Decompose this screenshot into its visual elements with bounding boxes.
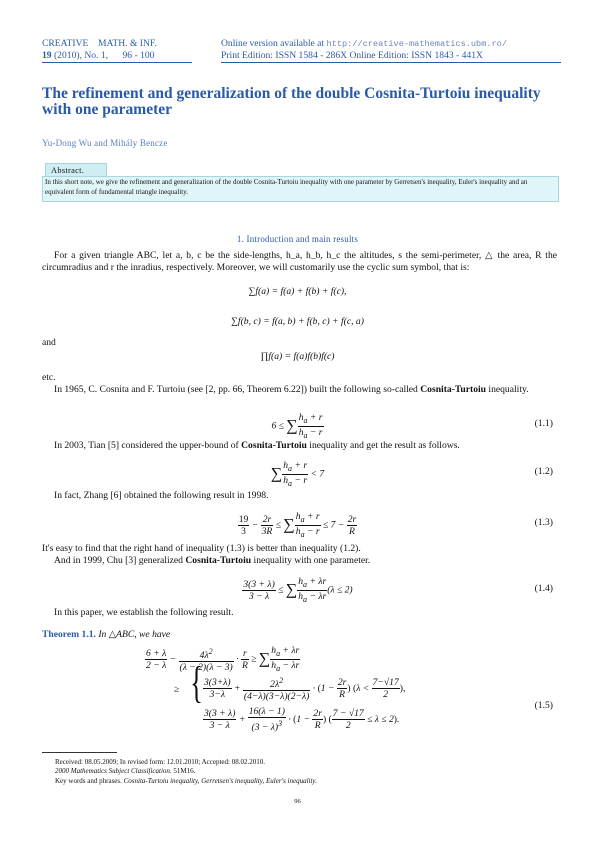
footnote-msc: 2000 Mathematics Subject Classification. 51M16. [55, 767, 196, 776]
paragraph-chu: And in 1999, Chu [3] generalized Cosnita-Turtoiu inequality with one parameter. [54, 555, 371, 566]
text-etc: etc. [42, 372, 56, 383]
theorem-label: Theorem 1.1. [42, 629, 96, 640]
footnotes [55, 758, 317, 786]
text-and: and [42, 337, 56, 348]
equation-1-5-ge: ≥ [174, 684, 180, 695]
paragraph-comparison: It's easy to find that the right hand of inequality (1.3) is better than inequality (1.2). [42, 543, 361, 554]
edition-header [221, 38, 561, 63]
equation-1-5-case1: $\frac{3(3+\lambda)}{3-\lambda}$ + $\frac{2\lambda^2}{(4-\lambda)(3-\lambda)(2-\lambda)}$ · (1 − $\frac{2r}{R}$ ) (λ < $\frac{7-√17}{2}$ ), [204, 676, 406, 703]
footnote-divider [42, 752, 117, 753]
print-edition: Print Edition: ISSN 1584 - 286X Online Edition: ISSN 1843 - 441X [221, 50, 561, 63]
paragraph-cosnita: In 1965, C. Cosnita and F. Turtoiu (see [2, pp. 66, Theorem 6.22]) built the following so-called Cosnita-Turtoiu inequality. [54, 384, 529, 395]
section-heading: 1. Introduction and main results [236, 234, 359, 244]
equation-1-2: ∑ $\frac{h_a + r}{h_a - r}$ < 7 [270, 460, 325, 488]
paragraph-intro: For a given triangle ABC, let a, b, c be the side-lengths, h_a, h_b, h_c the altitudes, s the semi-perimeter, △ the area, R the circumradius and r the inradius, respectively. Moreover, we will customarily use the cyclic sum symbol, that is: [42, 250, 557, 274]
paper-authors: Yu-Dong Wu and Mihály Bencze [42, 138, 168, 148]
paragraph-tian: In 2003, Tian [5] considered the upper-bound of Cosnita-Turtoiu inequality and get the result as follows. [54, 440, 460, 451]
journal-name: CREATIVE MATH. & INF. [42, 38, 157, 49]
page-number: 96 [294, 798, 301, 805]
equation-number-1-1: (1.1) [534, 418, 553, 429]
equation-1-3: $\frac{19}{3}$ − $\frac{2r}{3R}$ ≤ ∑ $\frac{h_a + r}{h_a - r}$ ≤ 7 − $\frac{2r}{R}$ [238, 511, 357, 539]
equation-product-definition: ∏f(a) = f(a)f(b)f(c) [260, 351, 335, 362]
equation-1-5-brace: { [190, 658, 203, 707]
equation-sum-definition: ∑f(a) = f(a) + f(b) + f(c), [248, 286, 347, 297]
equation-number-1-5: (1.5) [534, 700, 553, 711]
theorem-statement: Theorem 1.1. In △ABC, we have [42, 629, 171, 640]
equation-number-1-4: (1.4) [534, 583, 553, 594]
equation-1-5-line1: $\frac{6 + \lambda}{2 - \lambda}$ − $\frac{4\lambda^2}{(\lambda - 2)(\lambda - 3)}$ · $\frac{r}{R}$ ≥ ∑ $\frac{h_a + \lambda r}{h_a - \lambda r}$ [146, 645, 300, 673]
paragraph-result: In this paper, we establish the following result. [54, 607, 234, 618]
paragraph-zhang: In fact, Zhang [6] obtained the following result in 1998. [54, 490, 269, 501]
abstract-text: In this short note, we give the refinement and generalization of the double Cosnita-Turtoiu inequality with one parameter by Gerretsen's inequality, Euler's inequality and an equivalent form of fundamental triangle inequality. [45, 178, 528, 196]
paper-title: The refinement and generalization of the double Cosnita-Turtoiu inequality with one parameter [42, 85, 541, 118]
equation-number-1-2: (1.2) [534, 466, 553, 477]
journal-issue: 19 (2010), No. 1, 96 - 100 [42, 50, 192, 63]
equation-number-1-3: (1.3) [534, 517, 553, 528]
equation-sum2-definition: ∑f(b, c) = f(a, b) + f(b, c) + f(c, a) [231, 316, 364, 327]
abstract-label: Abstract. [45, 163, 107, 177]
journal-header [42, 38, 192, 63]
footnote-keywords: Key words and phrases. Cosnita-Turtoiu inequality, Gerretsen's inequality, Euler's inequality. [55, 776, 317, 785]
equation-1-4: $\frac{3(3 + \lambda)}{3 - \lambda}$ ≤ ∑ $\frac{h_a + \lambda r}{h_a - \lambda r}$ (λ ≤ 2) [243, 576, 353, 604]
journal-url-link[interactable]: http://creative-mathematics.ubm.ro/ [326, 39, 507, 49]
online-version: Online version available at http://creative-mathematics.ubm.ro/ [221, 38, 507, 49]
equation-1-5-case2: $\frac{3(3 + \lambda)}{3 - \lambda}$ + $\frac{16(\lambda - 1)}{(3 - \lambda)^3}$ · (1 − $\frac{2r}{R}$ ) ( $\frac{7 - √17}{2}$ ≤ λ ≤ 2). [204, 706, 400, 734]
footnote-received: Received: 08.05.2009; In revised form: 12.01.2010; Accepted: 08.02.2010. [55, 758, 265, 766]
equation-1-1: 6 ≤ ∑ $\frac{h_a + r}{h_a - r}$ [271, 412, 323, 440]
